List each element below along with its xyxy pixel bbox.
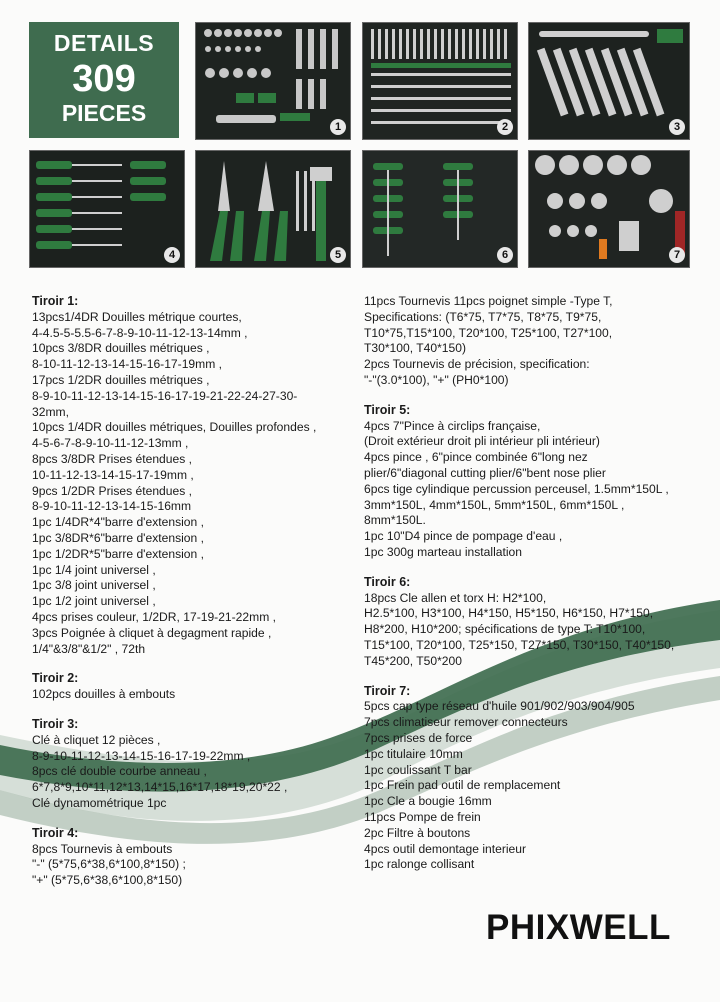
section-title: Tiroir 6: — [364, 574, 411, 589]
spec-line: 4pcs prises couleur, 1/2DR, 17-19-21-22mm , — [32, 609, 277, 624]
spec-line: T10*75,T15*100, T20*100, T25*100, T27*100, — [364, 325, 613, 340]
spec-line: 8mm*150L. — [364, 513, 426, 528]
spec-line: "-"(3.0*100), "+" (PH0*100) — [364, 372, 509, 387]
spec-line: 6pcs tige cylindique percussion perceusel, 1.5mm*150L , — [364, 481, 669, 496]
photo-number-badge: 7 — [669, 247, 685, 263]
spec-line: 7pcs prises de force — [364, 730, 473, 745]
spec-line: 7pcs climatiseur remover connecteurs — [364, 715, 568, 730]
spec-line: 1pc 3/8 joint universel , — [32, 578, 156, 593]
spec-line: 1pc ralonge collisant — [364, 857, 475, 872]
spec-line: 3mm*150L, 4mm*150L, 5mm*150L, 6mm*150L , — [364, 497, 625, 512]
screwdrivers-tray-image — [30, 151, 184, 267]
spec-line: 10pcs 3/8DR douilles métriques , — [32, 341, 210, 356]
spec-line: 11pcs Tournevis 11pcs poignet simple -Type T, — [364, 294, 613, 308]
spec-line: T30*100, T40*150) — [364, 341, 466, 356]
spec-line: "+" (5*75,6*38,6*100,8*150) — [32, 873, 183, 888]
spec-line: 1pc 1/4 joint universel , — [32, 562, 156, 577]
spec-line: 1pc Cle a bougie 16mm — [364, 794, 492, 809]
spec-line: 1pc 300g marteau installation — [364, 544, 522, 559]
spec-line: 1pc 1/2 joint universel , — [32, 594, 156, 609]
spec-line: 5pcs cap type réseau d'huile 901/902/903/904/905 — [364, 699, 635, 714]
left-text-column — [32, 294, 362, 889]
spec-line: H2.5*100, H3*100, H4*150, H5*150, H6*150, H7*150, — [364, 606, 654, 621]
spec-line: 3pcs Poignée à cliquet à degagment rapide , — [32, 625, 272, 640]
spec-line: 11pcs Pompe de frein — [364, 809, 481, 824]
sockets-tray-image — [196, 23, 350, 139]
spec-line: Clé à cliquet 12 pièces , — [32, 732, 161, 747]
spec-line: 102pcs douilles à embouts — [32, 687, 176, 702]
spec-line: 2pcs Tournevis de précision, specification: — [364, 357, 590, 372]
spec-line: "-" (5*75,6*38,6*100,8*150) ; — [32, 857, 186, 872]
right-text-column — [364, 294, 709, 873]
spec-line: 13pcs1/4DR Douilles métrique courtes, — [32, 309, 242, 324]
spec-line: 1pc coulissant T bar — [364, 762, 472, 777]
section-title: Tiroir 3: — [32, 716, 79, 731]
section-title: Tiroir 7: — [364, 683, 411, 698]
spec-line: 8pcs 3/8DR Prises étendues , — [32, 451, 192, 466]
spec-line: 1pc 1/2DR*5"barre d'extension , — [32, 546, 204, 561]
badge-details-label: DETAILS — [53, 30, 155, 56]
spec-line: 8-9-10-11-12-13-14-15-16mm — [32, 499, 192, 514]
bits-tray-image — [363, 23, 517, 139]
spec-line: Clé dynamométrique 1pc — [32, 795, 167, 810]
drawer-photo-5 — [195, 150, 351, 268]
spec-line: 32mm, — [32, 404, 69, 419]
drawer-photo-6 — [362, 150, 518, 268]
spec-line: T45*200, T50*200 — [364, 653, 462, 668]
section-title: Tiroir 5: — [364, 402, 411, 417]
photo-number-badge: 4 — [164, 247, 180, 263]
spec-line: 10pcs 1/4DR douilles métriques, Douilles profondes , — [32, 420, 317, 435]
section-title: Tiroir 2: — [32, 671, 79, 686]
spec-line: 4-4.5-5-5.5-6-7-8-9-10-11-12-13-14mm , — [32, 325, 248, 340]
spec-line: 1pc 1/4DR*4"barre d'extension , — [32, 515, 204, 530]
spec-line: 8-9-10-11-12-13-14-15-16-17-19-22mm , — [32, 748, 251, 763]
spec-line: 6*7,8*9,10*11,12*13,14*15,16*17,18*19,20*22 , — [32, 780, 288, 795]
section-title: Tiroir 4: — [32, 825, 79, 840]
photo-number-badge: 6 — [497, 247, 513, 263]
spec-line: 4pcs pince , 6"pince combinée 6"long nez — [364, 450, 588, 465]
spec-line: 1/4"&3/8"&1/2" , 72th — [32, 641, 146, 656]
spec-line: 4pcs outil demontage interieur — [364, 841, 527, 856]
spec-line: 1pc Frein pad outil de remplacement — [364, 778, 561, 793]
spec-line: 8pcs Tournevis à embouts — [32, 841, 173, 856]
spec-line: 18pcs Cle allen et torx H: H2*100, — [364, 590, 547, 605]
hex-keys-tray-image — [363, 151, 517, 267]
spec-line: plier/6"diagonal cutting plier/6"bent nose plier — [364, 465, 606, 480]
spec-line: (Droit extérieur droit pli intérieur pli intérieur) — [364, 434, 600, 449]
spec-line: 4pcs 7"Pince à circlips française, — [364, 418, 541, 433]
brand-logo: PHIXWELL — [486, 908, 671, 947]
drawer-photo-2 — [362, 22, 518, 140]
spec-line: H8*200, H10*200; spécifications de type T: T10*100, — [364, 622, 646, 637]
spec-line: 9pcs 1/2DR Prises étendues , — [32, 483, 192, 498]
spec-line: 2pc Filtre à boutons — [364, 825, 471, 840]
photo-number-badge: 1 — [330, 119, 346, 135]
spec-line: 1pc 10"D4 pince de pompage d'eau , — [364, 529, 563, 544]
photo-number-badge: 3 — [669, 119, 685, 135]
badge-pieces-label: PIECES — [61, 100, 147, 126]
drawer-photo-1 — [195, 22, 351, 140]
spec-line: 8-9-10-11-12-13-14-15-16-17-19-21-22-24-27-30- — [32, 388, 298, 403]
spec-line: 1pc titulaire 10mm — [364, 746, 463, 761]
details-badge — [29, 22, 179, 138]
spec-line: Specifications: (T6*75, T7*75, T8*75, T9*75, — [364, 309, 602, 324]
spec-line: 8-10-11-12-13-14-15-16-17-19mm , — [32, 357, 223, 372]
section-title: Tiroir 1: — [32, 294, 79, 308]
section-lines — [32, 310, 362, 658]
wrenches-tray-image — [529, 23, 689, 139]
drawer-photo-3 — [528, 22, 690, 140]
spec-line: T15*100, T20*100, T25*150, T27*150, T30*150, T40*150, — [364, 637, 675, 652]
photo-number-badge: 5 — [330, 247, 346, 263]
spec-line: 1pc 3/8DR*6"barre d'extension , — [32, 530, 204, 545]
photo-number-badge: 2 — [497, 119, 513, 135]
spec-line: 4-5-6-7-8-9-10-11-12-13mm , — [32, 436, 189, 451]
drawer-photo-4 — [29, 150, 185, 268]
spec-line: 10-11-12-13-14-15-17-19mm , — [32, 467, 194, 482]
spec-line: 17pcs 1/2DR douilles métriques , — [32, 372, 210, 387]
drawer-photo-7 — [528, 150, 690, 268]
misc-tools-tray-image — [529, 151, 689, 267]
spec-line: 8pcs clé double courbe anneau , — [32, 764, 207, 779]
badge-piece-count: 309 — [72, 58, 136, 100]
pliers-tray-image — [196, 151, 350, 267]
